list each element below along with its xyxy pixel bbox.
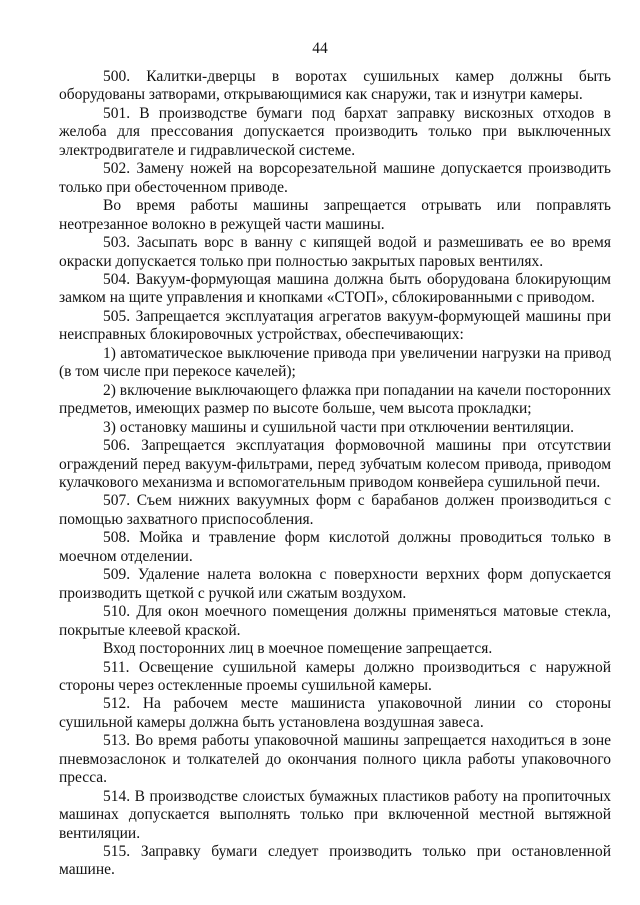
paragraph: 514. В производстве слоистых бумажных пластиков работу на пропиточных машинах допускается выполнять только при включенной местной вытяжной вентиляции. (59, 787, 611, 842)
paragraph: 511. Освещение сушильной камеры должно производиться с наружной стороны через остекленные проемы сушильной камеры. (59, 658, 611, 694)
page-number: 44 (312, 40, 328, 57)
paragraph: 508. Мойка и травление форм кислотой должны проводиться только в моечном отделении. (59, 529, 611, 565)
paragraph: 504. Вакуум-формующая машина должна быть оборудована блокирующим замком на щите управления и кнопками «СТОП», сблокированными с приводом. (59, 270, 611, 307)
paragraph: 513. Во время работы упаковочной машины запрещается находиться в зоне пневмозаслонок и толкателей до окончания полного цикла работы упаковочного пресса. (59, 732, 611, 787)
list-item: 2) включение выключающего флажка при попадании на качели посторонних предметов, имеющих размер по высоте больше, чем высота прокладки; (59, 381, 611, 418)
document-body (59, 68, 611, 880)
paragraph: 507. Съем нижних вакуумных форм с барабанов должен производиться с помощью захватного приспособления. (59, 492, 611, 528)
paragraph: 502. Замену ножей на ворсорезательной машине допускается производить только при обесточенном приводе. (59, 160, 611, 196)
paragraph: 512. На рабочем месте машиниста упаковочной линии со стороны сушильной камеры должна быть установлена воздушная завеса. (59, 695, 611, 731)
paragraph: 515. Заправку бумаги следует производить только при остановленной машине. (59, 843, 611, 879)
paragraph: 510. Для окон моечного помещения должны применяться матовые стекла, покрытые клеевой краской. (59, 603, 611, 639)
list-item: 1) автоматическое выключение привода при увеличении нагрузки на привод (в том числе при перекосе качелей); (59, 344, 611, 381)
paragraph: 500. Калитки-дверцы в воротах сушильных камер должны быть оборудованы затворами, открывающимися как снаружи, так и изнутри камеры. (59, 68, 611, 104)
paragraph: 505. Запрещается эксплуатация агрегатов вакуум-формующей машины при неисправных блокировочных устройствах, обеспечивающих: (59, 307, 611, 344)
list-item: 3) остановку машины и сушильной части при отключении вентиляции. (103, 418, 575, 436)
paragraph: Вход посторонних лиц в моечное помещение запрещается. (103, 640, 493, 658)
paragraph: Во время работы машины запрещается отрывать или поправлять неотрезанное волокно в режущей части машины. (59, 197, 611, 233)
paragraph: 501. В производстве бумаги под бархат заправку вискозных отходов в желоба для прессования допускается производить только при выключенных электродвигателе и гидравлической системе. (59, 104, 611, 159)
paragraph: 503. Засыпать ворс в ванну с кипящей водой и размешивать ее во время окраски допускается только при полностью закрытых паровых вентилях. (59, 234, 611, 270)
paragraph: 506. Запрещается эксплуатация формовочной машины при отсутствии ограждений перед вакуум-фильтрами, перед зубчатым колесом привода, приводом кулачкового механизма и вспомогательным приводом конвейера сушильной печи. (59, 437, 611, 491)
paragraph: 509. Удаление налета волокна с поверхности верхних форм допускается производить щеткой с ручкой или сжатым воздухом. (59, 566, 611, 602)
